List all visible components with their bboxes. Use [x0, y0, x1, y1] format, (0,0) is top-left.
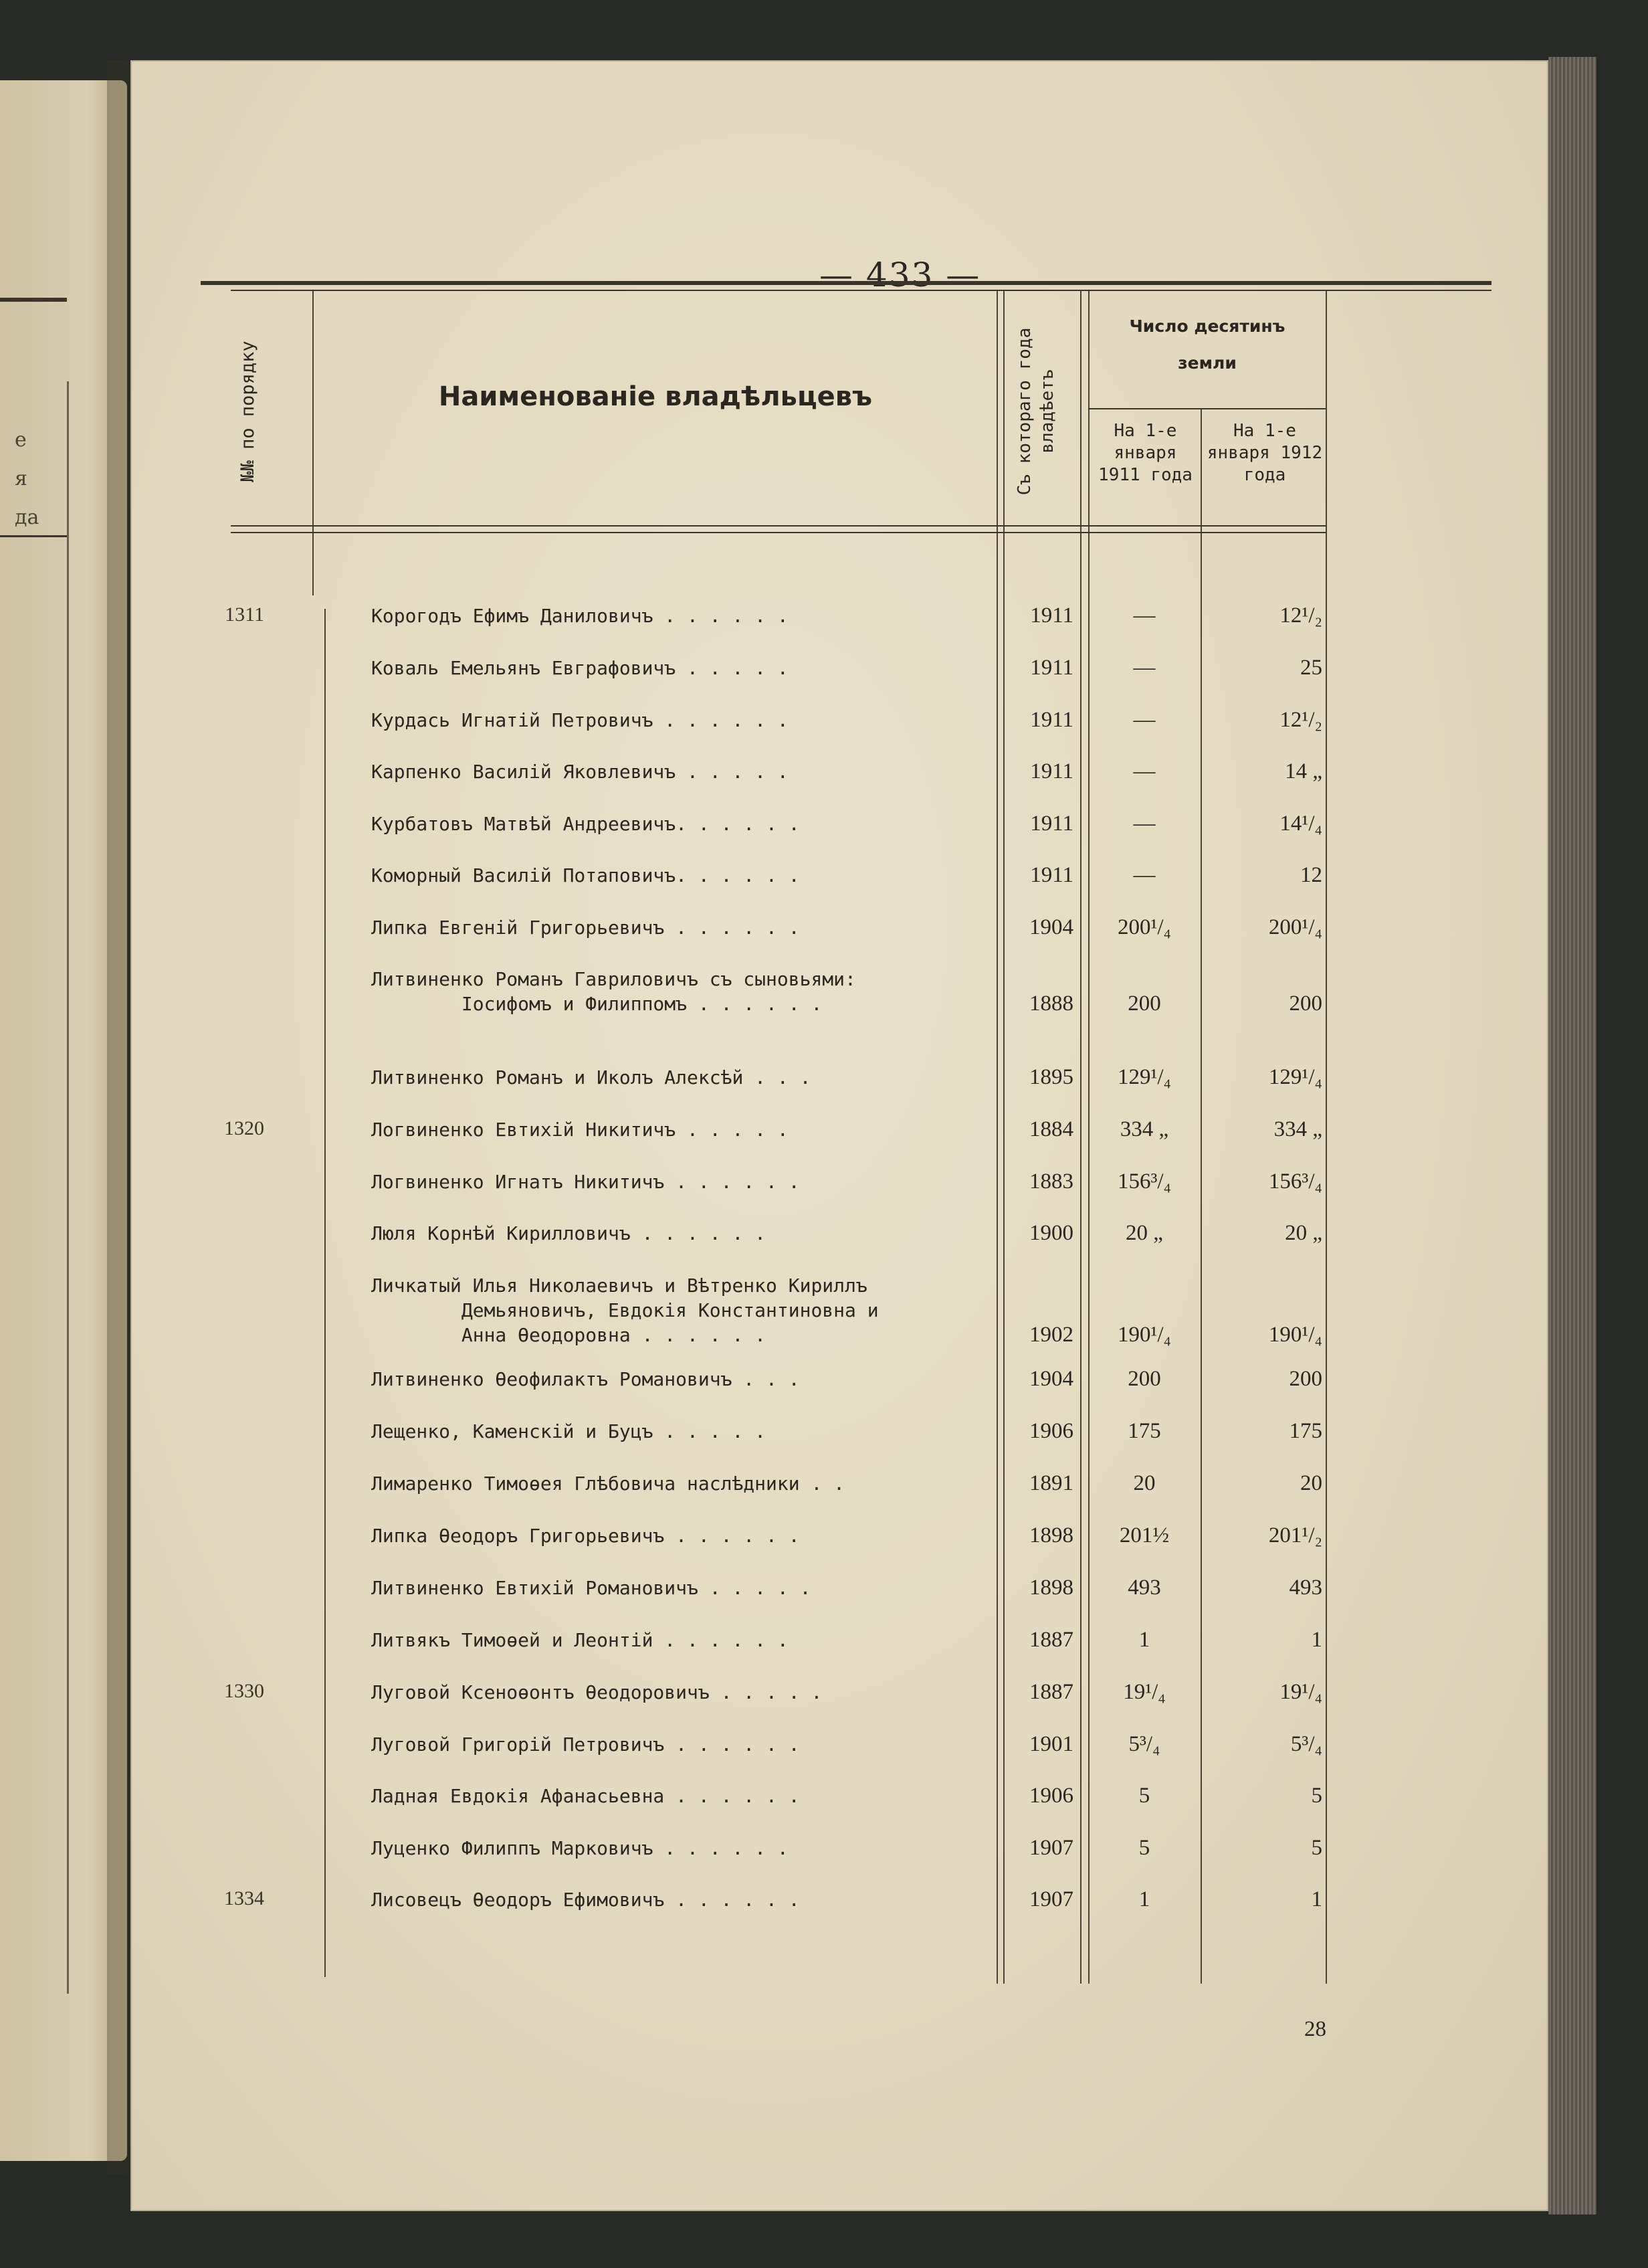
- since-year: 1900: [1029, 1221, 1073, 1245]
- land-1911: 19¹/₄: [1123, 1680, 1166, 1704]
- book-page: [130, 60, 1548, 2211]
- land-1912: 5: [1311, 1836, 1322, 1860]
- since-year: 1907: [1029, 1887, 1073, 1911]
- owner-name-line: Логвиненко Игнатъ Никитичъ . . . . . .: [371, 1171, 800, 1193]
- since-year: 1904: [1029, 1367, 1073, 1391]
- land-1912: 12¹/₂: [1279, 603, 1322, 628]
- land-1911: —: [1133, 759, 1156, 783]
- land-1912: 201¹/₂: [1268, 1523, 1322, 1547]
- land-1912: 14¹/₄: [1279, 812, 1322, 836]
- owner-name-line: Лимаренко Тимоѳея Глѣбовича наслѣдники . .: [371, 1473, 845, 1495]
- since-year: 1911: [1030, 603, 1073, 628]
- since-year: 1898: [1029, 1523, 1073, 1547]
- land-1912: 1: [1311, 1628, 1322, 1652]
- land-1911: 175: [1128, 1419, 1161, 1443]
- owner-name-line: Курдась Игнатій Петровичъ . . . . . .: [371, 709, 789, 731]
- land-1912: 200¹/₄: [1268, 915, 1322, 939]
- land-1911: 5³/₄: [1128, 1732, 1160, 1756]
- land-1912: 12¹/₂: [1279, 708, 1322, 732]
- header-name: Наименованіе владѣльцевъ: [438, 381, 873, 412]
- since-year: 1888: [1029, 991, 1073, 1016]
- land-1911: 201½: [1119, 1523, 1170, 1547]
- header-order: №№ по порядку: [237, 341, 258, 482]
- land-1911: 493: [1128, 1576, 1161, 1600]
- owner-name-line: Литвиненко Романъ Гавриловичъ съ сыновьями:: [371, 968, 856, 990]
- land-1912: 493: [1289, 1576, 1322, 1600]
- land-1911: —: [1133, 603, 1156, 628]
- since-year: 1911: [1030, 759, 1073, 783]
- land-1911: 200¹/₄: [1117, 915, 1172, 939]
- left-page-top-rule: [0, 298, 67, 302]
- owner-name-line: Литвиненко Евтихій Романовичъ . . . . .: [371, 1577, 811, 1599]
- land-1912: 19¹/₄: [1279, 1680, 1322, 1704]
- owner-name-line: Луговой Ксеноѳонтъ Ѳеодоровичъ . . . . .: [371, 1681, 823, 1703]
- owner-name-line: Луговой Григорій Петровичъ . . . . . .: [371, 1733, 800, 1756]
- land-1912: 190¹/₄: [1268, 1323, 1322, 1347]
- land-1911: 156³/₄: [1117, 1169, 1172, 1194]
- owner-name-line: Курбатовъ Матвѣй Андреевичъ. . . . . .: [371, 813, 800, 835]
- land-1912: 1: [1311, 1887, 1322, 1911]
- owner-name-line: Логвиненко Евтихій Никитичъ . . . . .: [371, 1119, 789, 1141]
- land-1911: 1: [1138, 1887, 1150, 1911]
- land-1912: 20 „: [1285, 1221, 1322, 1245]
- owner-name-line: Лещенко, Каменскій и Буцъ . . . . .: [371, 1420, 766, 1442]
- since-year: 1902: [1029, 1323, 1073, 1347]
- row-number: 1320: [224, 1117, 264, 1139]
- row-number: 1311: [225, 603, 264, 626]
- land-1911: —: [1133, 812, 1156, 836]
- land-1912: 129¹/₄: [1268, 1065, 1322, 1089]
- owner-name-line: Коморный Василій Потаповичъ. . . . . .: [371, 864, 800, 886]
- land-1912: 156³/₄: [1268, 1169, 1322, 1194]
- since-year: 1883: [1029, 1169, 1073, 1194]
- header-land-group: Число десятинъ земли: [1129, 316, 1285, 373]
- header-since: Съ котораго года владѣетъ: [1015, 327, 1057, 496]
- header-1912: На 1-е января 1912 года: [1207, 421, 1323, 485]
- since-year: 1911: [1030, 708, 1073, 732]
- land-1912: 5³/₄: [1290, 1732, 1322, 1756]
- since-year: 1904: [1029, 915, 1073, 939]
- land-1912: 14 „: [1285, 759, 1322, 783]
- owner-name-line: Ладная Евдокія Афанасьевна . . . . . .: [371, 1785, 800, 1807]
- left-page-column-line: [67, 381, 69, 1994]
- land-1912: 12: [1300, 863, 1322, 887]
- owner-name-line: Люля Корнѣй Кирилловичъ . . . . . .: [371, 1222, 766, 1244]
- owner-name-line: Карпенко Василій Яковлевичъ . . . . .: [371, 761, 789, 783]
- land-1911: —: [1133, 863, 1156, 887]
- land-group-rule: [1088, 408, 1326, 409]
- land-1911: 200: [1128, 1367, 1161, 1391]
- left-page-fragment: я: [15, 467, 27, 490]
- land-1912: 200: [1289, 991, 1322, 1016]
- owner-name-line: Литвиненко Романъ и Иколъ Алексѣй . . .: [371, 1066, 811, 1089]
- since-year: 1911: [1030, 812, 1073, 836]
- owner-name-continuation: Іосифомъ и Филиппомъ . . . . . .: [371, 993, 823, 1015]
- land-1911: 20: [1133, 1471, 1156, 1495]
- land-1911: —: [1133, 708, 1156, 732]
- header-divider: [312, 291, 314, 595]
- since-year: 1895: [1029, 1065, 1073, 1089]
- header-bottom-rule-double: [231, 532, 1326, 533]
- table-top-thin-rule: [231, 290, 1491, 291]
- since-year: 1887: [1029, 1680, 1073, 1704]
- left-page-header-rule: [0, 535, 67, 537]
- owner-name-line: Литвиненко Ѳеофилактъ Романовичъ . . .: [371, 1368, 800, 1390]
- land-1912: 334 „: [1273, 1117, 1322, 1141]
- since-year: 1891: [1029, 1471, 1073, 1495]
- row-number: 1330: [224, 1680, 264, 1702]
- owner-name-line: Лисовецъ Ѳеодоръ Ефимовичъ . . . . . .: [371, 1889, 800, 1911]
- land-1911: 190¹/₄: [1117, 1323, 1172, 1347]
- land-1912: 5: [1311, 1784, 1322, 1808]
- land-1911: 1: [1138, 1628, 1150, 1652]
- land-1911: 129¹/₄: [1117, 1065, 1172, 1089]
- footer-page-number: 28: [1304, 2017, 1326, 2041]
- owner-name-line: Луценко Филиппъ Марковичъ . . . . . .: [371, 1837, 789, 1859]
- since-year: 1906: [1029, 1784, 1073, 1808]
- land-1911: 200: [1128, 991, 1161, 1016]
- land-1912: 20: [1300, 1471, 1322, 1495]
- table-top-rule: [201, 281, 1491, 285]
- since-year: 1901: [1029, 1732, 1073, 1756]
- header-bottom-rule: [231, 525, 1326, 527]
- since-year: 1884: [1029, 1117, 1073, 1141]
- land-1912: 175: [1289, 1419, 1322, 1443]
- land-1911: 5: [1138, 1784, 1150, 1808]
- land-1911: —: [1133, 656, 1156, 680]
- land-1911: 20 „: [1126, 1221, 1163, 1245]
- row-number: 1334: [224, 1887, 264, 1909]
- since-year: 1907: [1029, 1836, 1073, 1860]
- left-page-fragment: да: [15, 506, 39, 529]
- since-year: 1906: [1029, 1419, 1073, 1443]
- since-year: 1911: [1030, 863, 1073, 887]
- page-edges: [1548, 57, 1596, 2214]
- land-1911: 334 „: [1120, 1117, 1169, 1141]
- since-year: 1898: [1029, 1576, 1073, 1600]
- owner-name-line: Липка Евгеній Григорьевичъ . . . . . .: [371, 917, 800, 939]
- land-1912: 200: [1289, 1367, 1322, 1391]
- column-divider-number: [324, 609, 326, 1977]
- column-divider-1912: [1326, 291, 1327, 1984]
- owner-name-line: Личкатый Илья Николаевичъ и Вѣтренко Кириллъ: [371, 1274, 867, 1297]
- page-number: — 433 —: [819, 256, 981, 294]
- owner-name-line: Литвякъ Тимоѳей и Леонтій . . . . . .: [371, 1629, 789, 1651]
- header-1911: На 1-е января 1911 года: [1098, 421, 1193, 485]
- owner-name-line: Липка Ѳеодоръ Григорьевичъ . . . . . .: [371, 1525, 800, 1547]
- land-1911: 5: [1138, 1836, 1150, 1860]
- since-year: 1887: [1029, 1628, 1073, 1652]
- owner-name-line: Корогодъ Ефимъ Даниловичъ . . . . . .: [371, 605, 789, 627]
- owner-name-continuation: Демьяновичъ, Евдокія Константиновна и Анна Ѳеодоровна . . . . . .: [461, 1299, 879, 1346]
- land-1912: 25: [1300, 656, 1322, 680]
- since-year: 1911: [1030, 656, 1073, 680]
- owner-name-line: Коваль Емельянъ Евграфовичъ . . . . .: [371, 657, 789, 679]
- left-page-fragment: е: [15, 428, 27, 452]
